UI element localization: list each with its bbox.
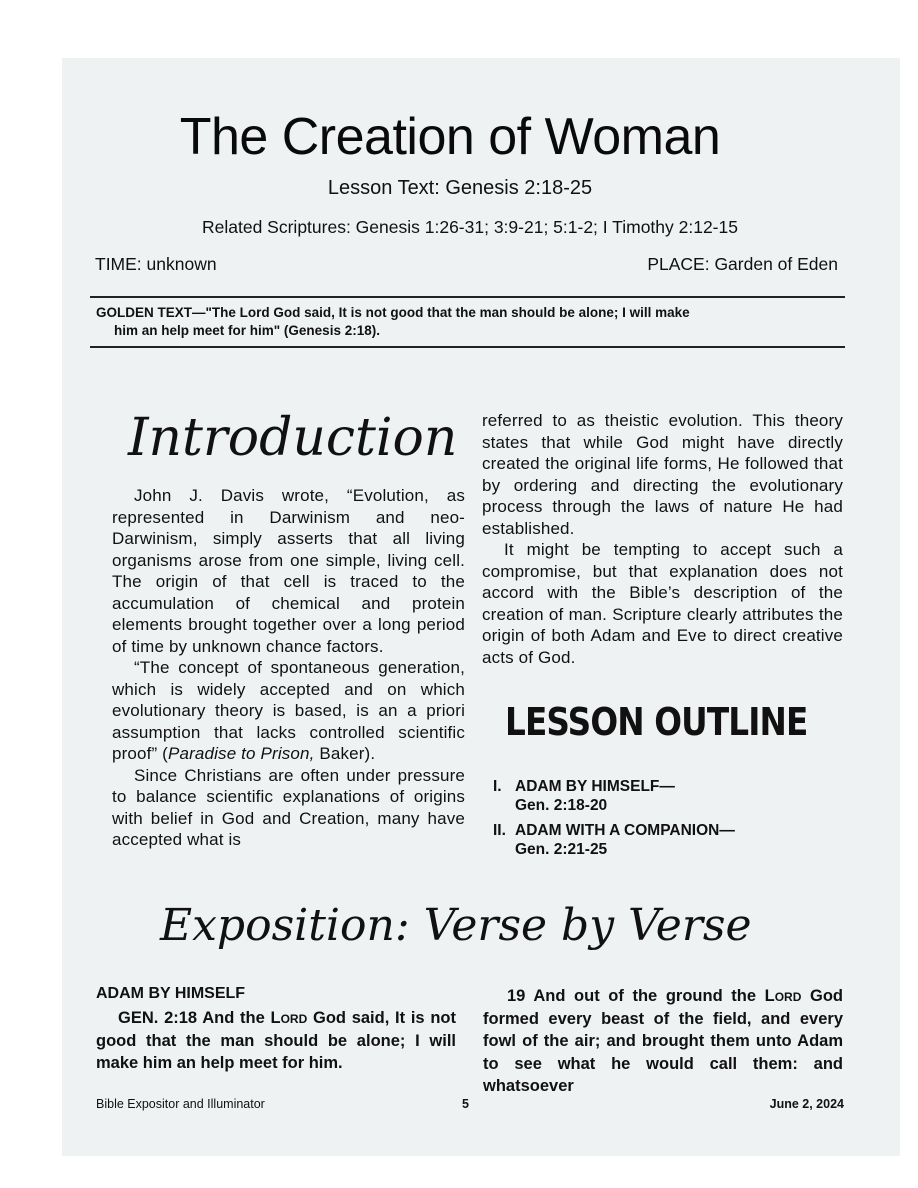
lesson-outline-heading: LESSON OUTLINE — [505, 700, 808, 744]
verse-19-text: 19 And out of the ground the — [507, 987, 765, 1005]
outline-item-title: ADAM BY HIMSELF— — [515, 778, 675, 795]
golden-text — [96, 304, 844, 340]
exposition-heading: Exposition: Verse by Verse — [160, 900, 752, 951]
outline-item-number: II. — [493, 822, 506, 839]
place-label: PLACE: Garden of Eden — [647, 254, 838, 274]
footer-page-number: 5 — [462, 1097, 469, 1111]
footer-date: June 2, 2024 — [769, 1097, 844, 1111]
golden-text-line2: him an help meet for him" (Genesis 2:18). — [114, 323, 380, 338]
outline-item-number: I. — [493, 778, 502, 795]
lesson-text-reference: Lesson Text: Genesis 2:18-25 — [327, 177, 593, 199]
time-label: TIME: unknown — [95, 254, 217, 274]
intro-paragraph-3: Since Christians are often under pressure to balance scientific explanations of origins with belief in God and Creation, many have accepted what is — [112, 765, 465, 849]
intro-paragraph-4: referred to as theistic evolution. This theory states that while God might have directly created the original life forms, He followed that by ordering and directing the evolutionary process through the laws of nature He had established. — [482, 411, 843, 538]
section-heading: ADAM BY HIMSELF — [96, 985, 246, 1002]
footer-publication: Bible Expositor and Illuminator — [96, 1097, 265, 1111]
intro-paragraph-2 — [112, 657, 465, 765]
outline-item-title: ADAM WITH A COMPANION— — [515, 822, 735, 839]
introduction-left-column — [112, 485, 465, 851]
verse-19-lord: Lord — [764, 987, 802, 1005]
verse-18-lord: Lord — [270, 1009, 308, 1027]
related-scriptures: Related Scriptures: Genesis 1:26-31; 3:9-21; 5:1-2; I Timothy 2:12-15 — [202, 217, 738, 237]
verse-19 — [483, 985, 843, 1098]
lesson-outline — [493, 777, 843, 865]
verse-18 — [96, 1007, 456, 1075]
verse-18-text-end: God said, It is not good that the man should be alone; I will make him an help meet for him. — [96, 1009, 456, 1072]
intro-paragraph-1: John J. Davis wrote, “Evolution, as represented in Darwinism and neo-Darwinism, simply asserts that all living organisms arose from one simple, living cell. The origin of that cell is traced to the accumulation of chemical and protein elements brought together over a long period of time by unknown chance factors. — [112, 486, 465, 656]
intro-p2-text: “The concept of spontaneous generation, which is widely accepted and on which evolutionary theory is based, is an a priori assumption that lacks controlled scientific proof” ( — [112, 658, 465, 763]
intro-p2-end: Baker). — [314, 744, 376, 763]
intro-p2-book: Paradise to Prison, — [168, 744, 315, 763]
verse-19-text-end: God formed every beast of the field, and every fowl of the air; and brought them unto Adam to see what he would call them: and whatsoever — [483, 987, 843, 1095]
lesson-title: The Creation of Woman — [179, 108, 721, 166]
outline-item — [493, 777, 843, 815]
outline-item — [493, 821, 843, 859]
intro-paragraph-5: It might be tempting to accept such a compromise, but that explanation does not accord with the Bible’s description of the creation of man. Scripture clearly attributes the origin of both Adam and Eve to direct creative acts of God. — [482, 540, 843, 667]
introduction-right-column — [482, 410, 843, 668]
divider-top — [90, 296, 845, 298]
golden-text-line1: GOLDEN TEXT—"The Lord God said, It is not good that the man should be alone; I will make — [96, 305, 690, 320]
outline-item-reference: Gen. 2:18-20 — [515, 797, 608, 814]
introduction-heading: Introduction — [128, 408, 458, 468]
outline-item-reference: Gen. 2:21-25 — [515, 841, 608, 858]
verse-18-text: GEN. 2:18 And the — [118, 1009, 271, 1027]
divider-bottom — [90, 346, 845, 348]
